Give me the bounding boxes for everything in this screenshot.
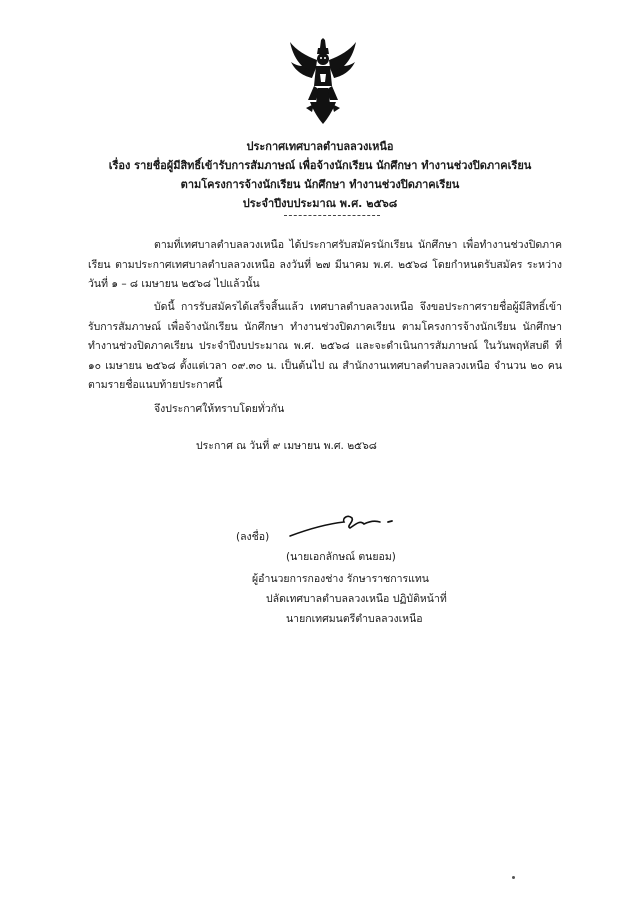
paragraph-2-text: บัดนี้ การรับสมัครได้เสร็จสิ้นแล้ว เทศบาลตำบลลวงเหนือ จึงขอประกาศรายชื่อผู้มีสิทธิ์เข้ารับการสัมภาษณ์ เพื่อจ้างนักเรียน นักศึกษา ทำงานช่วงปิดภาคเรียน ตามโครงการจ้างนักเรียน นักศึกษา ทำงานช่วงปิดภาคเรียน ประจำปีงบประมาณ พ.ศ. ๒๕๖๘ และจะดำเนินการสัมภาษณ์ ในวันพฤหัสบดี ที่ ๑๐ เมษายน ๒๕๖๘ ตั้งแต่เวลา ๐๙.๓๐ น. เป็นต้นไป ณ สำนักงานเทศบาลตำบลลวงเหนือ จำนวน ๒๐ คน ตามรายชื่อแนบท้ายประกาศนี้ — [88, 301, 562, 391]
paragraph-background — [88, 236, 562, 295]
signature-label: (ลงชื่อ) — [236, 531, 270, 543]
paragraph-announcement — [88, 298, 562, 396]
header-divider — [284, 215, 380, 216]
announcement-header — [60, 137, 580, 213]
signer-position-1: ผู้อำนวยการกองช่าง รักษาราชการแทน — [252, 573, 429, 585]
header-fiscal-year: ประจำปีงบประมาณ พ.ศ. ๒๕๖๘ — [242, 197, 398, 210]
announcement-date: ประกาศ ณ วันที่ ๙ เมษายน พ.ศ. ๒๕๖๘ — [196, 440, 377, 452]
signer-position-2: ปลัดเทศบาลตำบลลวงเหนือ ปฏิบัติหน้าที่ — [266, 593, 447, 605]
paragraph-closing: จึงประกาศให้ทราบโดยทั่วกัน — [154, 403, 285, 415]
paragraph-1-text: ตามที่เทศบาลตำบลลวงเหนือ ได้ประกาศรับสมัครนักเรียน นักศึกษา เพื่อทำงานช่วงปิดภาคเรียน ตามประกาศเทศบาลตำบลลวงเหนือ ลงวันที่ ๒๗ มีนาคม พ.ศ. ๒๕๖๘ โดยกำหนดรับสมัคร ระหว่างวันที่ ๑ – ๘ เมษายน ๒๕๖๘ ไปแล้วนั้น — [88, 239, 562, 290]
header-subject: เรื่อง รายชื่อผู้มีสิทธิ์เข้ารับการสัมภาษณ์ เพื่อจ้างนักเรียน นักศึกษา ทำงานช่วงปิดภาคเรียน — [108, 159, 532, 172]
signer-position-3: นายกเทศมนตรีตำบลลวงเหนือ — [286, 613, 423, 625]
garuda-emblem-icon — [288, 38, 358, 126]
handwritten-signature — [286, 510, 416, 544]
header-title: ประกาศเทศบาลตำบลลวงเหนือ — [246, 140, 394, 153]
signer-name: (นายเอกลักษณ์ ตนยอม) — [286, 551, 396, 563]
header-project: ตามโครงการจ้างนักเรียน นักศึกษา ทำงานช่วงปิดภาคเรียน — [180, 178, 460, 191]
scan-speck — [512, 876, 515, 879]
